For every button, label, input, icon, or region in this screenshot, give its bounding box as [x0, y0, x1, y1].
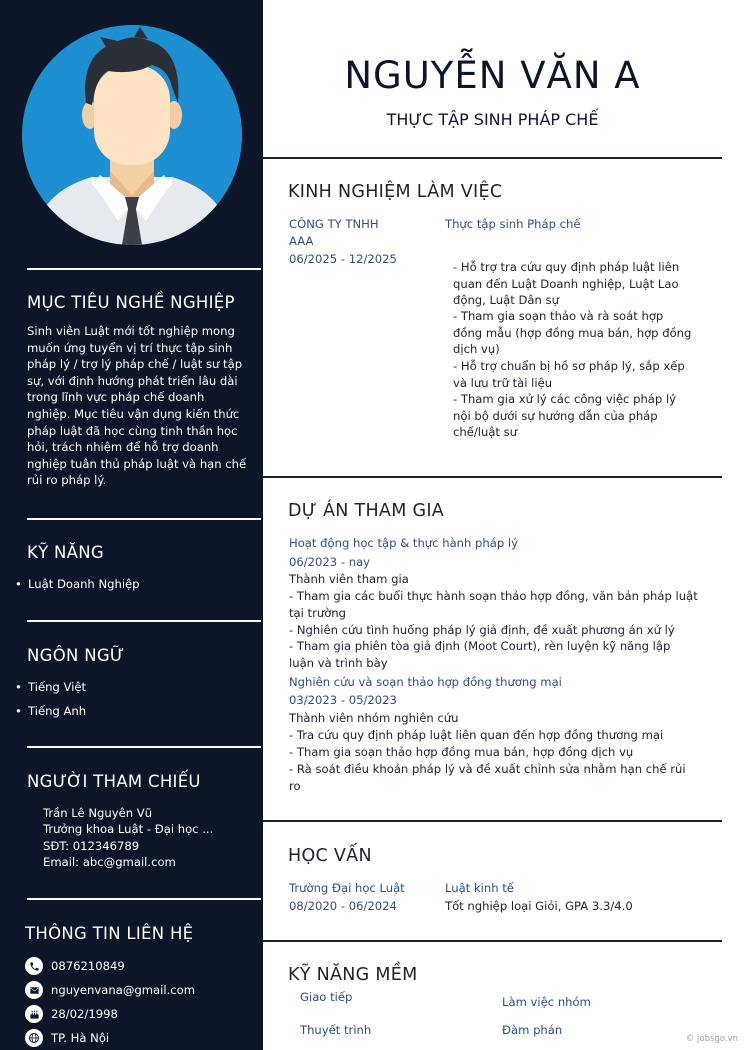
contact-text: 28/02/1998 [51, 1007, 118, 1021]
language-item: • Tiếng Anh [15, 704, 86, 718]
divider [263, 820, 722, 822]
project-bullet: - Nghiên cứu tình huống pháp lý giả định, đề xuất phương án xử lý [289, 623, 675, 637]
experience-period: 06/2025 - 12/2025 [289, 252, 397, 266]
project-period: 03/2023 - 05/2023 [289, 693, 397, 707]
experience-company: CÔNG TY TNHH [289, 217, 379, 231]
divider [263, 157, 722, 159]
project-role: Thành viên nhóm nghiên cứu [289, 711, 459, 725]
email-icon [25, 981, 43, 999]
education-period: 08/2020 - 06/2024 [289, 899, 397, 913]
skill-item: • Luật Doanh Nghiệp [15, 577, 140, 591]
phone-icon [25, 957, 43, 975]
birthday-icon [25, 1005, 43, 1023]
project-role: Thành viên tham gia [289, 572, 409, 586]
sidebar [0, 0, 263, 1050]
education-heading: HỌC VẤN [288, 846, 372, 866]
project-bullet: - Tham gia soạn thảo hợp đồng mua bán, hợp đồng dịch vụ [289, 745, 634, 759]
divider [27, 746, 261, 748]
experience-bullet: - Tham gia xử lý các công việc pháp lý nội bộ dưới sự hướng dẫn của pháp chế/luật sư [453, 392, 677, 440]
reference-name: Trần Lê Nguyên Vũ [43, 806, 153, 820]
skills-heading: KỸ NĂNG [27, 543, 105, 562]
objective-text: Sinh viên Luật mới tốt nghiệp mong muốn ứng tuyển vị trí thực tập sinh pháp lý / trợ lý pháp chế / luật sư tập sự, với định hướng phát triển lâu dài trong lĩnh vực pháp chế doanh nghiệp. Mục tiêu vận dụng kiến thức pháp luật đã học cùng tinh thần học hỏi, trách nhiệm để hỗ trợ doanh nghiệp tuân thủ pháp luật và hạn chế rủi ro pháp lý. [27, 324, 247, 488]
divider [27, 518, 261, 520]
avatar [22, 25, 242, 245]
project-bullet: - Rà soát điều khoản pháp lý và đề xuất chỉnh sửa nhằm hạn chế rủi ro [289, 762, 686, 793]
contact-text: nguyenvana@gmail.com [51, 983, 196, 997]
divider [27, 268, 261, 270]
experience-bullet: - Hỗ trợ tra cứu quy định pháp luật liên quan đến Luật Doanh nghiệp, Luật Lao động, Luật Dân sự [453, 260, 680, 308]
education-major: Luật kinh tế [445, 881, 514, 895]
project-title: Hoạt động học tập & thực hành pháp lý [289, 536, 518, 550]
experience-bullet: - Hỗ trợ chuẩn bị hồ sơ pháp lý, sắp xếp và lưu trữ tài liệu [453, 359, 685, 390]
contact-email [25, 981, 195, 999]
divider [27, 898, 261, 900]
project-bullet: - Tham gia các buổi thực hành soạn thảo hợp đồng, văn bản pháp luật tại trường [289, 589, 698, 620]
project-bullet: - Tham gia phiên tòa giả định (Moot Court), rèn luyện kỹ năng lập luận và trình bày [289, 639, 671, 670]
contact-heading: THÔNG TIN LIÊN HỆ [25, 924, 194, 943]
experience-role: Thực tập sinh Pháp chế [445, 217, 581, 231]
globe-icon [25, 1029, 43, 1047]
candidate-name: NGUYỄN VĂN A [344, 54, 641, 97]
soft-skills-heading: KỸ NĂNG MỀM [288, 965, 418, 985]
project-bullet: - Tra cứu quy định pháp luật liên quan đến hợp đồng thương mại [289, 728, 664, 742]
soft-skill-item: Thuyết trình [300, 1023, 372, 1037]
project-period: 06/2023 - nay [289, 555, 371, 569]
reference-email: Email: abc@gmail.com [43, 855, 176, 869]
languages-heading: NGÔN NGỮ [27, 646, 125, 665]
education-school: Trường Đại học Luật [289, 881, 405, 895]
contact-phone [25, 957, 125, 975]
objective-heading: MỤC TIÊU NGHỀ NGHIỆP [27, 293, 235, 312]
soft-skill-item: Đàm phán [502, 1023, 563, 1037]
experience-company-line2: AAA [289, 234, 314, 248]
divider [27, 620, 261, 622]
education-result: Tốt nghiệp loại Giỏi, GPA 3.3/4.0 [445, 899, 633, 913]
experience-heading: KINH NGHIỆM LÀM VIỆC [288, 182, 503, 202]
contact-location [25, 1029, 109, 1047]
reference-position: Trưởng khoa Luật - Đại học ... [43, 822, 214, 836]
soft-skill-item: Giao tiếp [300, 990, 353, 1004]
divider [263, 476, 722, 478]
reference-phone: SĐT: 012346789 [43, 839, 140, 853]
contact-birthday [25, 1005, 118, 1023]
contact-text: TP. Hà Nội [51, 1031, 110, 1045]
language-item: • Tiếng Việt [15, 680, 86, 694]
contact-text: 0876210849 [51, 959, 125, 973]
reference-heading: NGƯỜI THAM CHIẾU [27, 772, 201, 791]
watermark: © jobsgo.vn [685, 1034, 738, 1044]
divider [263, 940, 722, 942]
projects-heading: DỰ ÁN THAM GIA [288, 501, 445, 521]
project-title: Nghiên cứu và soạn thảo hợp đồng thương mại [289, 675, 562, 689]
soft-skill-item: Làm việc nhóm [502, 995, 591, 1009]
candidate-title: THỰC TẬP SINH PHÁP CHẾ [386, 110, 599, 129]
person-avatar-icon [22, 25, 242, 245]
experience-bullet: - Tham gia soạn thảo và rà soát hợp đồng mẫu (hợp đồng mua bán, hợp đồng dịch vụ) [453, 309, 692, 357]
